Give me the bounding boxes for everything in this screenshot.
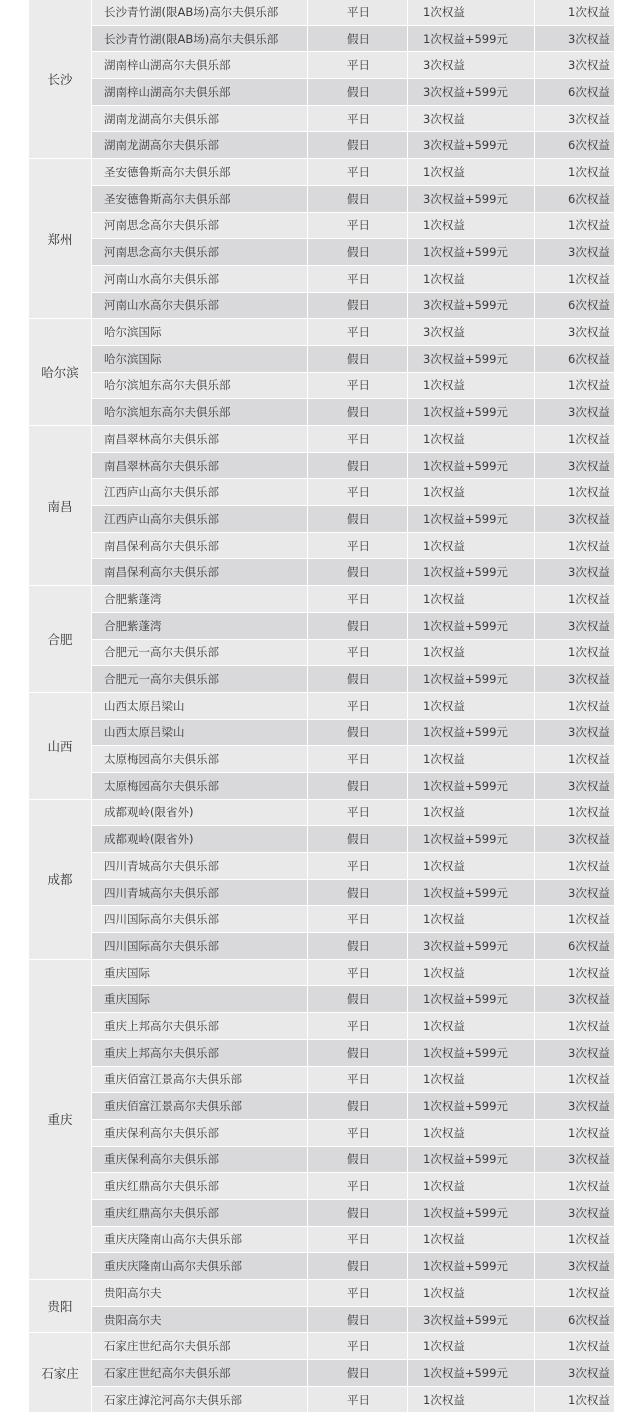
table-row [29, 933, 615, 960]
day-type-cell: 假日 [308, 1360, 408, 1387]
benefit-cell: 1次权益 [408, 959, 535, 986]
day-type-cell: 平日 [308, 906, 408, 933]
day-type-cell: 假日 [308, 1306, 408, 1333]
benefit-cell: 1次权益 [408, 1013, 535, 1040]
table-row [29, 799, 615, 826]
table-row [29, 292, 615, 319]
table-row [29, 1199, 615, 1226]
quota-cell: 3次权益 [535, 105, 615, 132]
benefit-cell: 1次权益+599元 [408, 25, 535, 52]
benefit-cell: 1次权益 [408, 1066, 535, 1093]
quota-cell: 6次权益 [535, 185, 615, 212]
benefit-cell: 1次权益+599元 [408, 1039, 535, 1066]
table-row [29, 105, 615, 132]
table-row [29, 1066, 615, 1093]
benefit-cell: 1次权益+599元 [408, 1199, 535, 1226]
day-type-cell: 假日 [308, 559, 408, 586]
club-name-cell: 哈尔滨国际 [92, 345, 308, 372]
day-type-cell: 平日 [308, 746, 408, 773]
club-name-cell: 合肥元一高尔夫俱乐部 [92, 639, 308, 666]
day-type-cell: 假日 [308, 25, 408, 52]
quota-cell: 3次权益 [535, 1039, 615, 1066]
quota-cell: 6次权益 [535, 132, 615, 159]
table-row [29, 1146, 615, 1173]
quota-cell: 3次权益 [535, 25, 615, 52]
benefit-cell: 1次权益+599元 [408, 772, 535, 799]
quota-cell: 1次权益 [535, 799, 615, 826]
table-row [29, 212, 615, 239]
benefit-cell: 1次权益+599元 [408, 239, 535, 266]
club-name-cell: 哈尔滨旭东高尔夫俱乐部 [92, 399, 308, 426]
benefit-cell: 1次权益+599元 [408, 879, 535, 906]
table-row [29, 586, 615, 613]
table-row [29, 532, 615, 559]
quota-cell: 3次权益 [535, 879, 615, 906]
table-row [29, 1093, 615, 1120]
table-row [29, 79, 615, 106]
benefit-cell: 1次权益+599元 [408, 826, 535, 853]
day-type-cell: 假日 [308, 1146, 408, 1173]
quota-cell: 3次权益 [535, 319, 615, 346]
club-name-cell: 南昌翠林高尔夫俱乐部 [92, 426, 308, 453]
club-name-cell: 重庆保利高尔夫俱乐部 [92, 1119, 308, 1146]
club-name-cell: 太原梅园高尔夫俱乐部 [92, 746, 308, 773]
benefit-cell: 1次权益 [408, 159, 535, 186]
day-type-cell: 平日 [308, 1119, 408, 1146]
quota-cell: 1次权益 [535, 372, 615, 399]
city-cell: 长沙 [29, 0, 92, 159]
city-cell: 贵阳 [29, 1280, 92, 1333]
table-row [29, 1226, 615, 1253]
table-row [29, 185, 615, 212]
quota-cell: 6次权益 [535, 933, 615, 960]
quota-cell: 1次权益 [535, 1119, 615, 1146]
benefit-cell: 3次权益+599元 [408, 1306, 535, 1333]
day-type-cell: 假日 [308, 1093, 408, 1120]
quota-cell: 1次权益 [535, 265, 615, 292]
club-name-cell: 湖南梓山湖高尔夫俱乐部 [92, 79, 308, 106]
benefit-cell: 1次权益+599元 [408, 1146, 535, 1173]
quota-cell: 1次权益 [535, 1333, 615, 1360]
quota-cell: 1次权益 [535, 159, 615, 186]
club-name-cell: 四川青城高尔夫俱乐部 [92, 853, 308, 880]
day-type-cell: 平日 [308, 52, 408, 79]
day-type-cell: 假日 [308, 719, 408, 746]
day-type-cell: 假日 [308, 772, 408, 799]
quota-cell: 1次权益 [535, 0, 615, 25]
quota-cell: 3次权益 [535, 452, 615, 479]
day-type-cell: 假日 [308, 1039, 408, 1066]
day-type-cell: 假日 [308, 79, 408, 106]
table-row [29, 559, 615, 586]
club-name-cell: 重庆上邦高尔夫俱乐部 [92, 1013, 308, 1040]
day-type-cell: 平日 [308, 372, 408, 399]
day-type-cell: 平日 [308, 479, 408, 506]
benefit-cell: 1次权益 [408, 532, 535, 559]
day-type-cell: 平日 [308, 212, 408, 239]
table-row [29, 345, 615, 372]
club-name-cell: 湖南龙湖高尔夫俱乐部 [92, 105, 308, 132]
quota-cell: 1次权益 [535, 692, 615, 719]
day-type-cell: 平日 [308, 1386, 408, 1413]
day-type-cell: 平日 [308, 799, 408, 826]
benefit-cell: 3次权益+599元 [408, 933, 535, 960]
benefit-cell: 1次权益 [408, 1280, 535, 1307]
quota-cell: 1次权益 [535, 1066, 615, 1093]
quota-cell: 3次权益 [535, 612, 615, 639]
city-cell: 南昌 [29, 426, 92, 586]
quota-cell: 6次权益 [535, 1306, 615, 1333]
table-row [29, 1280, 615, 1307]
benefit-cell: 1次权益+599元 [408, 719, 535, 746]
day-type-cell: 平日 [308, 692, 408, 719]
benefit-cell: 3次权益 [408, 319, 535, 346]
benefit-cell: 1次权益 [408, 799, 535, 826]
quota-cell: 1次权益 [535, 906, 615, 933]
quota-cell: 1次权益 [535, 746, 615, 773]
day-type-cell: 假日 [308, 986, 408, 1013]
benefit-cell: 1次权益+599元 [408, 1093, 535, 1120]
table-row [29, 639, 615, 666]
table-row [29, 746, 615, 773]
quota-cell: 3次权益 [535, 719, 615, 746]
day-type-cell: 平日 [308, 319, 408, 346]
benefit-cell: 1次权益 [408, 479, 535, 506]
quota-cell: 1次权益 [535, 959, 615, 986]
table-row [29, 372, 615, 399]
day-type-cell: 平日 [308, 426, 408, 453]
club-name-cell: 湖南龙湖高尔夫俱乐部 [92, 132, 308, 159]
quota-cell: 3次权益 [535, 559, 615, 586]
day-type-cell: 假日 [308, 666, 408, 693]
day-type-cell: 假日 [308, 399, 408, 426]
club-name-cell: 长沙青竹湖(限AB场)高尔夫俱乐部 [92, 0, 308, 25]
quota-cell: 3次权益 [535, 1146, 615, 1173]
table-row [29, 479, 615, 506]
club-name-cell: 贵阳高尔夫 [92, 1306, 308, 1333]
club-name-cell: 成都观岭(限省外) [92, 799, 308, 826]
table-row [29, 452, 615, 479]
benefit-cell: 1次权益 [408, 586, 535, 613]
quota-cell: 1次权益 [535, 639, 615, 666]
day-type-cell: 假日 [308, 185, 408, 212]
table-row [29, 719, 615, 746]
city-cell: 哈尔滨 [29, 319, 92, 426]
table-row [29, 666, 615, 693]
benefit-cell: 3次权益+599元 [408, 132, 535, 159]
club-name-cell: 河南思念高尔夫俱乐部 [92, 212, 308, 239]
day-type-cell: 假日 [308, 292, 408, 319]
benefit-cell: 1次权益 [408, 265, 535, 292]
benefit-cell: 1次权益 [408, 0, 535, 25]
day-type-cell: 平日 [308, 0, 408, 25]
club-name-cell: 重庆佰富江景高尔夫俱乐部 [92, 1093, 308, 1120]
table-row [29, 1333, 615, 1360]
table-body [29, 0, 615, 1413]
club-name-cell: 湖南梓山湖高尔夫俱乐部 [92, 52, 308, 79]
benefit-cell: 1次权益+599元 [408, 612, 535, 639]
club-name-cell: 贵阳高尔夫 [92, 1280, 308, 1307]
club-name-cell: 石家庄滹沱河高尔夫俱乐部 [92, 1386, 308, 1413]
quota-cell: 3次权益 [535, 826, 615, 853]
club-name-cell: 圣安德鲁斯高尔夫俱乐部 [92, 185, 308, 212]
club-name-cell: 合肥元一高尔夫俱乐部 [92, 666, 308, 693]
benefit-cell: 3次权益+599元 [408, 79, 535, 106]
quota-cell: 3次权益 [535, 1253, 615, 1280]
club-name-cell: 重庆佰富江景高尔夫俱乐部 [92, 1066, 308, 1093]
benefit-cell: 1次权益+599元 [408, 399, 535, 426]
table-row [29, 986, 615, 1013]
table-row [29, 0, 615, 25]
club-name-cell: 哈尔滨旭东高尔夫俱乐部 [92, 372, 308, 399]
table-row [29, 265, 615, 292]
quota-cell: 6次权益 [535, 292, 615, 319]
quota-cell: 3次权益 [535, 986, 615, 1013]
city-cell: 山西 [29, 692, 92, 799]
quota-cell: 3次权益 [535, 1093, 615, 1120]
benefit-cell: 1次权益+599元 [408, 986, 535, 1013]
table-row [29, 239, 615, 266]
quota-cell: 3次权益 [535, 239, 615, 266]
club-name-cell: 圣安德鲁斯高尔夫俱乐部 [92, 159, 308, 186]
club-name-cell: 重庆保利高尔夫俱乐部 [92, 1146, 308, 1173]
table-row [29, 1119, 615, 1146]
day-type-cell: 假日 [308, 1199, 408, 1226]
table-row [29, 1360, 615, 1387]
benefit-cell: 1次权益 [408, 372, 535, 399]
club-name-cell: 石家庄世纪高尔夫俱乐部 [92, 1333, 308, 1360]
day-type-cell: 平日 [308, 105, 408, 132]
city-cell: 成都 [29, 799, 92, 959]
quota-cell: 3次权益 [535, 399, 615, 426]
day-type-cell: 假日 [308, 879, 408, 906]
table-row [29, 132, 615, 159]
quota-cell: 6次权益 [535, 79, 615, 106]
club-name-cell: 四川国际高尔夫俱乐部 [92, 906, 308, 933]
day-type-cell: 平日 [308, 1173, 408, 1200]
day-type-cell: 平日 [308, 1013, 408, 1040]
benefit-cell: 1次权益+599元 [408, 506, 535, 533]
day-type-cell: 假日 [308, 345, 408, 372]
benefit-cell: 1次权益 [408, 1119, 535, 1146]
table-row [29, 1306, 615, 1333]
quota-cell: 3次权益 [535, 506, 615, 533]
club-name-cell: 合肥紫蓬湾 [92, 612, 308, 639]
club-name-cell: 河南思念高尔夫俱乐部 [92, 239, 308, 266]
table-row [29, 1253, 615, 1280]
quota-cell: 1次权益 [535, 1173, 615, 1200]
quota-cell: 1次权益 [535, 212, 615, 239]
day-type-cell: 假日 [308, 132, 408, 159]
benefit-cell: 1次权益 [408, 212, 535, 239]
club-name-cell: 重庆庆隆南山高尔夫俱乐部 [92, 1226, 308, 1253]
table-row [29, 959, 615, 986]
quota-cell: 3次权益 [535, 1360, 615, 1387]
benefit-cell: 3次权益+599元 [408, 185, 535, 212]
club-name-cell: 江西庐山高尔夫俱乐部 [92, 506, 308, 533]
club-name-cell: 四川国际高尔夫俱乐部 [92, 933, 308, 960]
quota-cell: 3次权益 [535, 666, 615, 693]
day-type-cell: 平日 [308, 1066, 408, 1093]
quota-cell: 1次权益 [535, 1280, 615, 1307]
quota-cell: 3次权益 [535, 1199, 615, 1226]
benefit-cell: 1次权益 [408, 1173, 535, 1200]
quota-cell: 1次权益 [535, 479, 615, 506]
benefit-cell: 1次权益+599元 [408, 1253, 535, 1280]
quota-cell: 3次权益 [535, 772, 615, 799]
table-row [29, 612, 615, 639]
day-type-cell: 假日 [308, 452, 408, 479]
benefit-cell: 3次权益+599元 [408, 292, 535, 319]
city-cell: 郑州 [29, 159, 92, 319]
quota-cell: 1次权益 [535, 1013, 615, 1040]
city-cell: 重庆 [29, 959, 92, 1279]
day-type-cell: 假日 [308, 612, 408, 639]
day-type-cell: 平日 [308, 586, 408, 613]
table-row [29, 879, 615, 906]
club-name-cell: 南昌保利高尔夫俱乐部 [92, 559, 308, 586]
benefit-cell: 1次权益 [408, 692, 535, 719]
day-type-cell: 假日 [308, 933, 408, 960]
club-name-cell: 南昌保利高尔夫俱乐部 [92, 532, 308, 559]
quota-cell: 1次权益 [535, 532, 615, 559]
club-name-cell: 山西太原吕梁山 [92, 692, 308, 719]
club-name-cell: 哈尔滨国际 [92, 319, 308, 346]
benefit-cell: 1次权益 [408, 426, 535, 453]
day-type-cell: 平日 [308, 1333, 408, 1360]
benefit-cell: 3次权益 [408, 52, 535, 79]
day-type-cell: 平日 [308, 159, 408, 186]
quota-cell: 1次权益 [535, 1226, 615, 1253]
day-type-cell: 平日 [308, 639, 408, 666]
day-type-cell: 平日 [308, 1280, 408, 1307]
table-row [29, 692, 615, 719]
day-type-cell: 平日 [308, 853, 408, 880]
club-name-cell: 河南山水高尔夫俱乐部 [92, 265, 308, 292]
benefit-cell: 1次权益 [408, 853, 535, 880]
table-row [29, 25, 615, 52]
quota-cell: 6次权益 [535, 345, 615, 372]
benefit-cell: 1次权益 [408, 906, 535, 933]
benefit-cell: 1次权益 [408, 746, 535, 773]
club-name-cell: 重庆红鼎高尔夫俱乐部 [92, 1173, 308, 1200]
table-row [29, 772, 615, 799]
table-row [29, 1173, 615, 1200]
club-name-cell: 合肥紫蓬湾 [92, 586, 308, 613]
table-row [29, 52, 615, 79]
golf-benefit-table [28, 0, 615, 1413]
city-cell: 石家庄 [29, 1333, 92, 1413]
table-row [29, 159, 615, 186]
quota-cell: 1次权益 [535, 426, 615, 453]
club-name-cell: 南昌翠林高尔夫俱乐部 [92, 452, 308, 479]
quota-cell: 1次权益 [535, 853, 615, 880]
benefit-cell: 1次权益+599元 [408, 666, 535, 693]
table-row [29, 853, 615, 880]
club-name-cell: 山西太原吕梁山 [92, 719, 308, 746]
table-row [29, 826, 615, 853]
day-type-cell: 假日 [308, 826, 408, 853]
day-type-cell: 平日 [308, 1226, 408, 1253]
table-row [29, 319, 615, 346]
club-name-cell: 重庆国际 [92, 959, 308, 986]
table-row [29, 906, 615, 933]
table-row [29, 506, 615, 533]
club-name-cell: 长沙青竹湖(限AB场)高尔夫俱乐部 [92, 25, 308, 52]
benefit-cell: 1次权益+599元 [408, 452, 535, 479]
benefit-cell: 1次权益+599元 [408, 1360, 535, 1387]
day-type-cell: 假日 [308, 506, 408, 533]
club-name-cell: 太原梅园高尔夫俱乐部 [92, 772, 308, 799]
club-name-cell: 河南山水高尔夫俱乐部 [92, 292, 308, 319]
club-name-cell: 成都观岭(限省外) [92, 826, 308, 853]
benefit-cell: 1次权益 [408, 1226, 535, 1253]
table-row [29, 399, 615, 426]
benefit-cell: 3次权益+599元 [408, 345, 535, 372]
club-name-cell: 重庆庆隆南山高尔夫俱乐部 [92, 1253, 308, 1280]
table-row [29, 1039, 615, 1066]
club-name-cell: 江西庐山高尔夫俱乐部 [92, 479, 308, 506]
club-name-cell: 石家庄世纪高尔夫俱乐部 [92, 1360, 308, 1387]
benefit-cell: 3次权益 [408, 105, 535, 132]
benefit-cell: 1次权益 [408, 639, 535, 666]
benefit-cell: 1次权益+599元 [408, 559, 535, 586]
day-type-cell: 平日 [308, 959, 408, 986]
table-row [29, 1013, 615, 1040]
club-name-cell: 重庆红鼎高尔夫俱乐部 [92, 1199, 308, 1226]
benefit-cell: 1次权益 [408, 1333, 535, 1360]
city-cell: 合肥 [29, 586, 92, 693]
day-type-cell: 平日 [308, 265, 408, 292]
table-row [29, 426, 615, 453]
quota-cell: 3次权益 [535, 52, 615, 79]
day-type-cell: 假日 [308, 239, 408, 266]
club-name-cell: 四川青城高尔夫俱乐部 [92, 879, 308, 906]
club-name-cell: 重庆上邦高尔夫俱乐部 [92, 1039, 308, 1066]
quota-cell: 1次权益 [535, 586, 615, 613]
day-type-cell: 平日 [308, 532, 408, 559]
benefit-cell: 1次权益 [408, 1386, 535, 1413]
day-type-cell: 假日 [308, 1253, 408, 1280]
quota-cell: 1次权益 [535, 1386, 615, 1413]
club-name-cell: 重庆国际 [92, 986, 308, 1013]
